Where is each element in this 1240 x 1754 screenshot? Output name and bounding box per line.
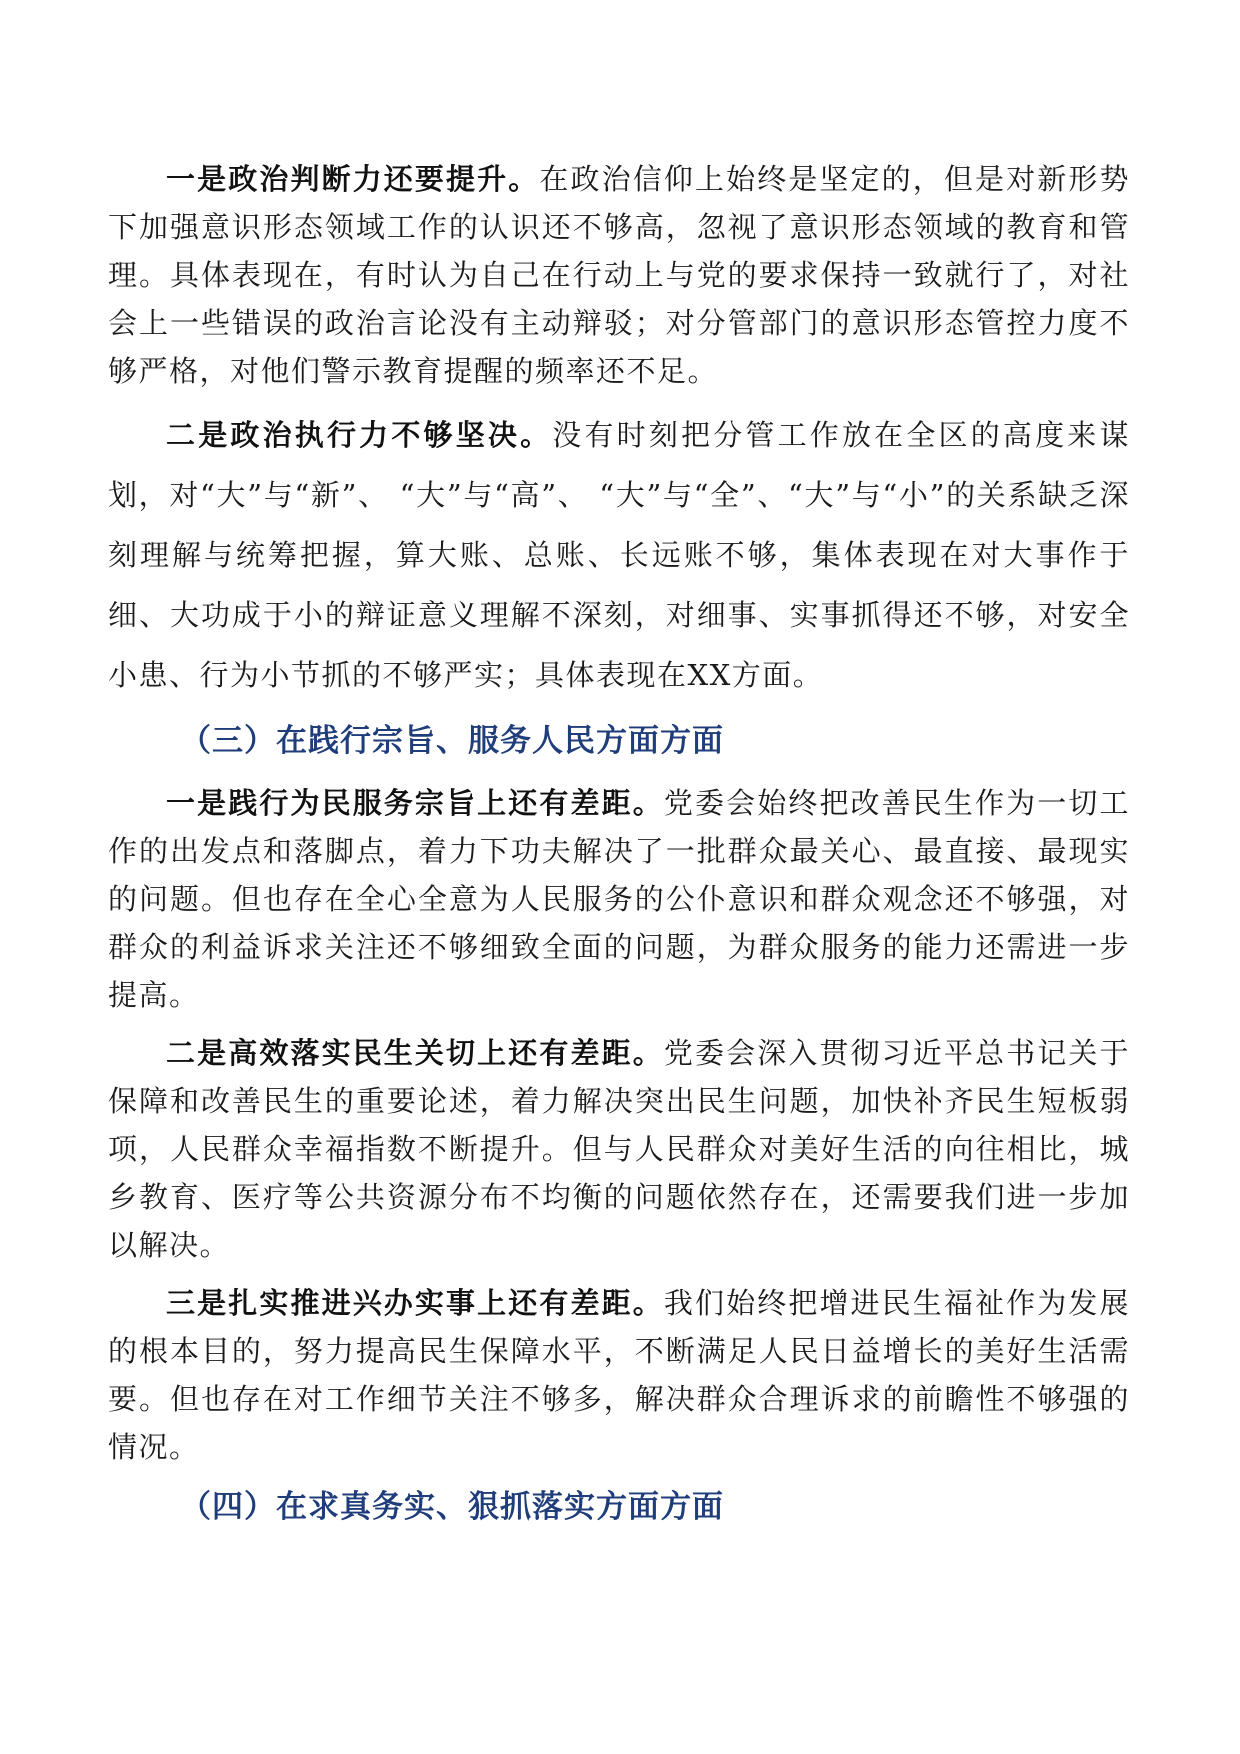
paragraph-livelihood-concerns (108, 1029, 1130, 1269)
paragraph-serve-people (108, 779, 1130, 1019)
paragraph-political-judgment (108, 155, 1130, 395)
section-heading-3: （三）在践行宗旨、服务人民方面方面 (180, 723, 724, 759)
paragraph-lead: 二是政治执行力不够坚决。 (166, 418, 553, 452)
paragraph-body: 我们始终把增进民生福祉作为发展的根本目的，努力提高民生保障水平，不断满足人民日益增长的美好生活需要。但也存在对工作细节关注不够多，解决群众合理诉求的前瞻性不够强的情况。 (108, 1286, 1130, 1464)
paragraph-political-execution (108, 405, 1130, 705)
document-body (108, 155, 1130, 1545)
paragraph-body: 没有时刻把分管工作放在全区的高度来谋划，对“大”与“新”、 “大”与“高”、 “大”与“全”、“大”与“小”的关系缺乏深刻理解与统筹把握，算大账、总账、长远账不够，集体表现在对大事作于细、大功成于小的辩证意义理解不深刻，对细事、实事抓得还不够，对安全小患、行为小节抓的不够严实；具体表现在XX方面。 (108, 418, 1130, 692)
section-heading-4: （四）在求真务实、狠抓落实方面方面 (180, 1489, 724, 1525)
paragraph-lead: 二是高效落实民生关切上还有差距。 (166, 1036, 664, 1070)
paragraph-lead: 一是政治判断力还要提升。 (166, 162, 540, 196)
paragraph-body: 党委会深入贯彻习近平总书记关于保障和改善民生的重要论述，着力解决突出民生问题，加快补齐民生短板弱项，人民群众幸福指数不断提升。但与人民群众对美好生活的向往相比，城乡教育、医疗等公共资源分布不均衡的问题依然存在，还需要我们进一步加以解决。 (108, 1036, 1130, 1262)
paragraph-body: 党委会始终把改善民生作为一切工作的出发点和落脚点，着力下功夫解决了一批群众最关心、最直接、最现实的问题。但也存在全心全意为人民服务的公仆意识和群众观念还不够强，对群众的利益诉求关注还不够细致全面的问题，为群众服务的能力还需进一步提高。 (108, 786, 1130, 1012)
paragraph-body: 在政治信仰上始终是坚定的，但是对新形势下加强意识形态领域工作的认识还不够高，忽视了意识形态领域的教育和管理。具体表现在，有时认为自己在行动上与党的要求保持一致就行了，对社会上一些错误的政治言论没有主动辩驳；对分管部门的意识形态管控力度不够严格，对他们警示教育提醒的频率还不足。 (108, 162, 1130, 388)
paragraph-lead: 三是扎实推进兴办实事上还有差距。 (166, 1286, 664, 1320)
paragraph-practical-matters (108, 1279, 1130, 1471)
paragraph-lead: 一是践行为民服务宗旨上还有差距。 (166, 786, 664, 820)
